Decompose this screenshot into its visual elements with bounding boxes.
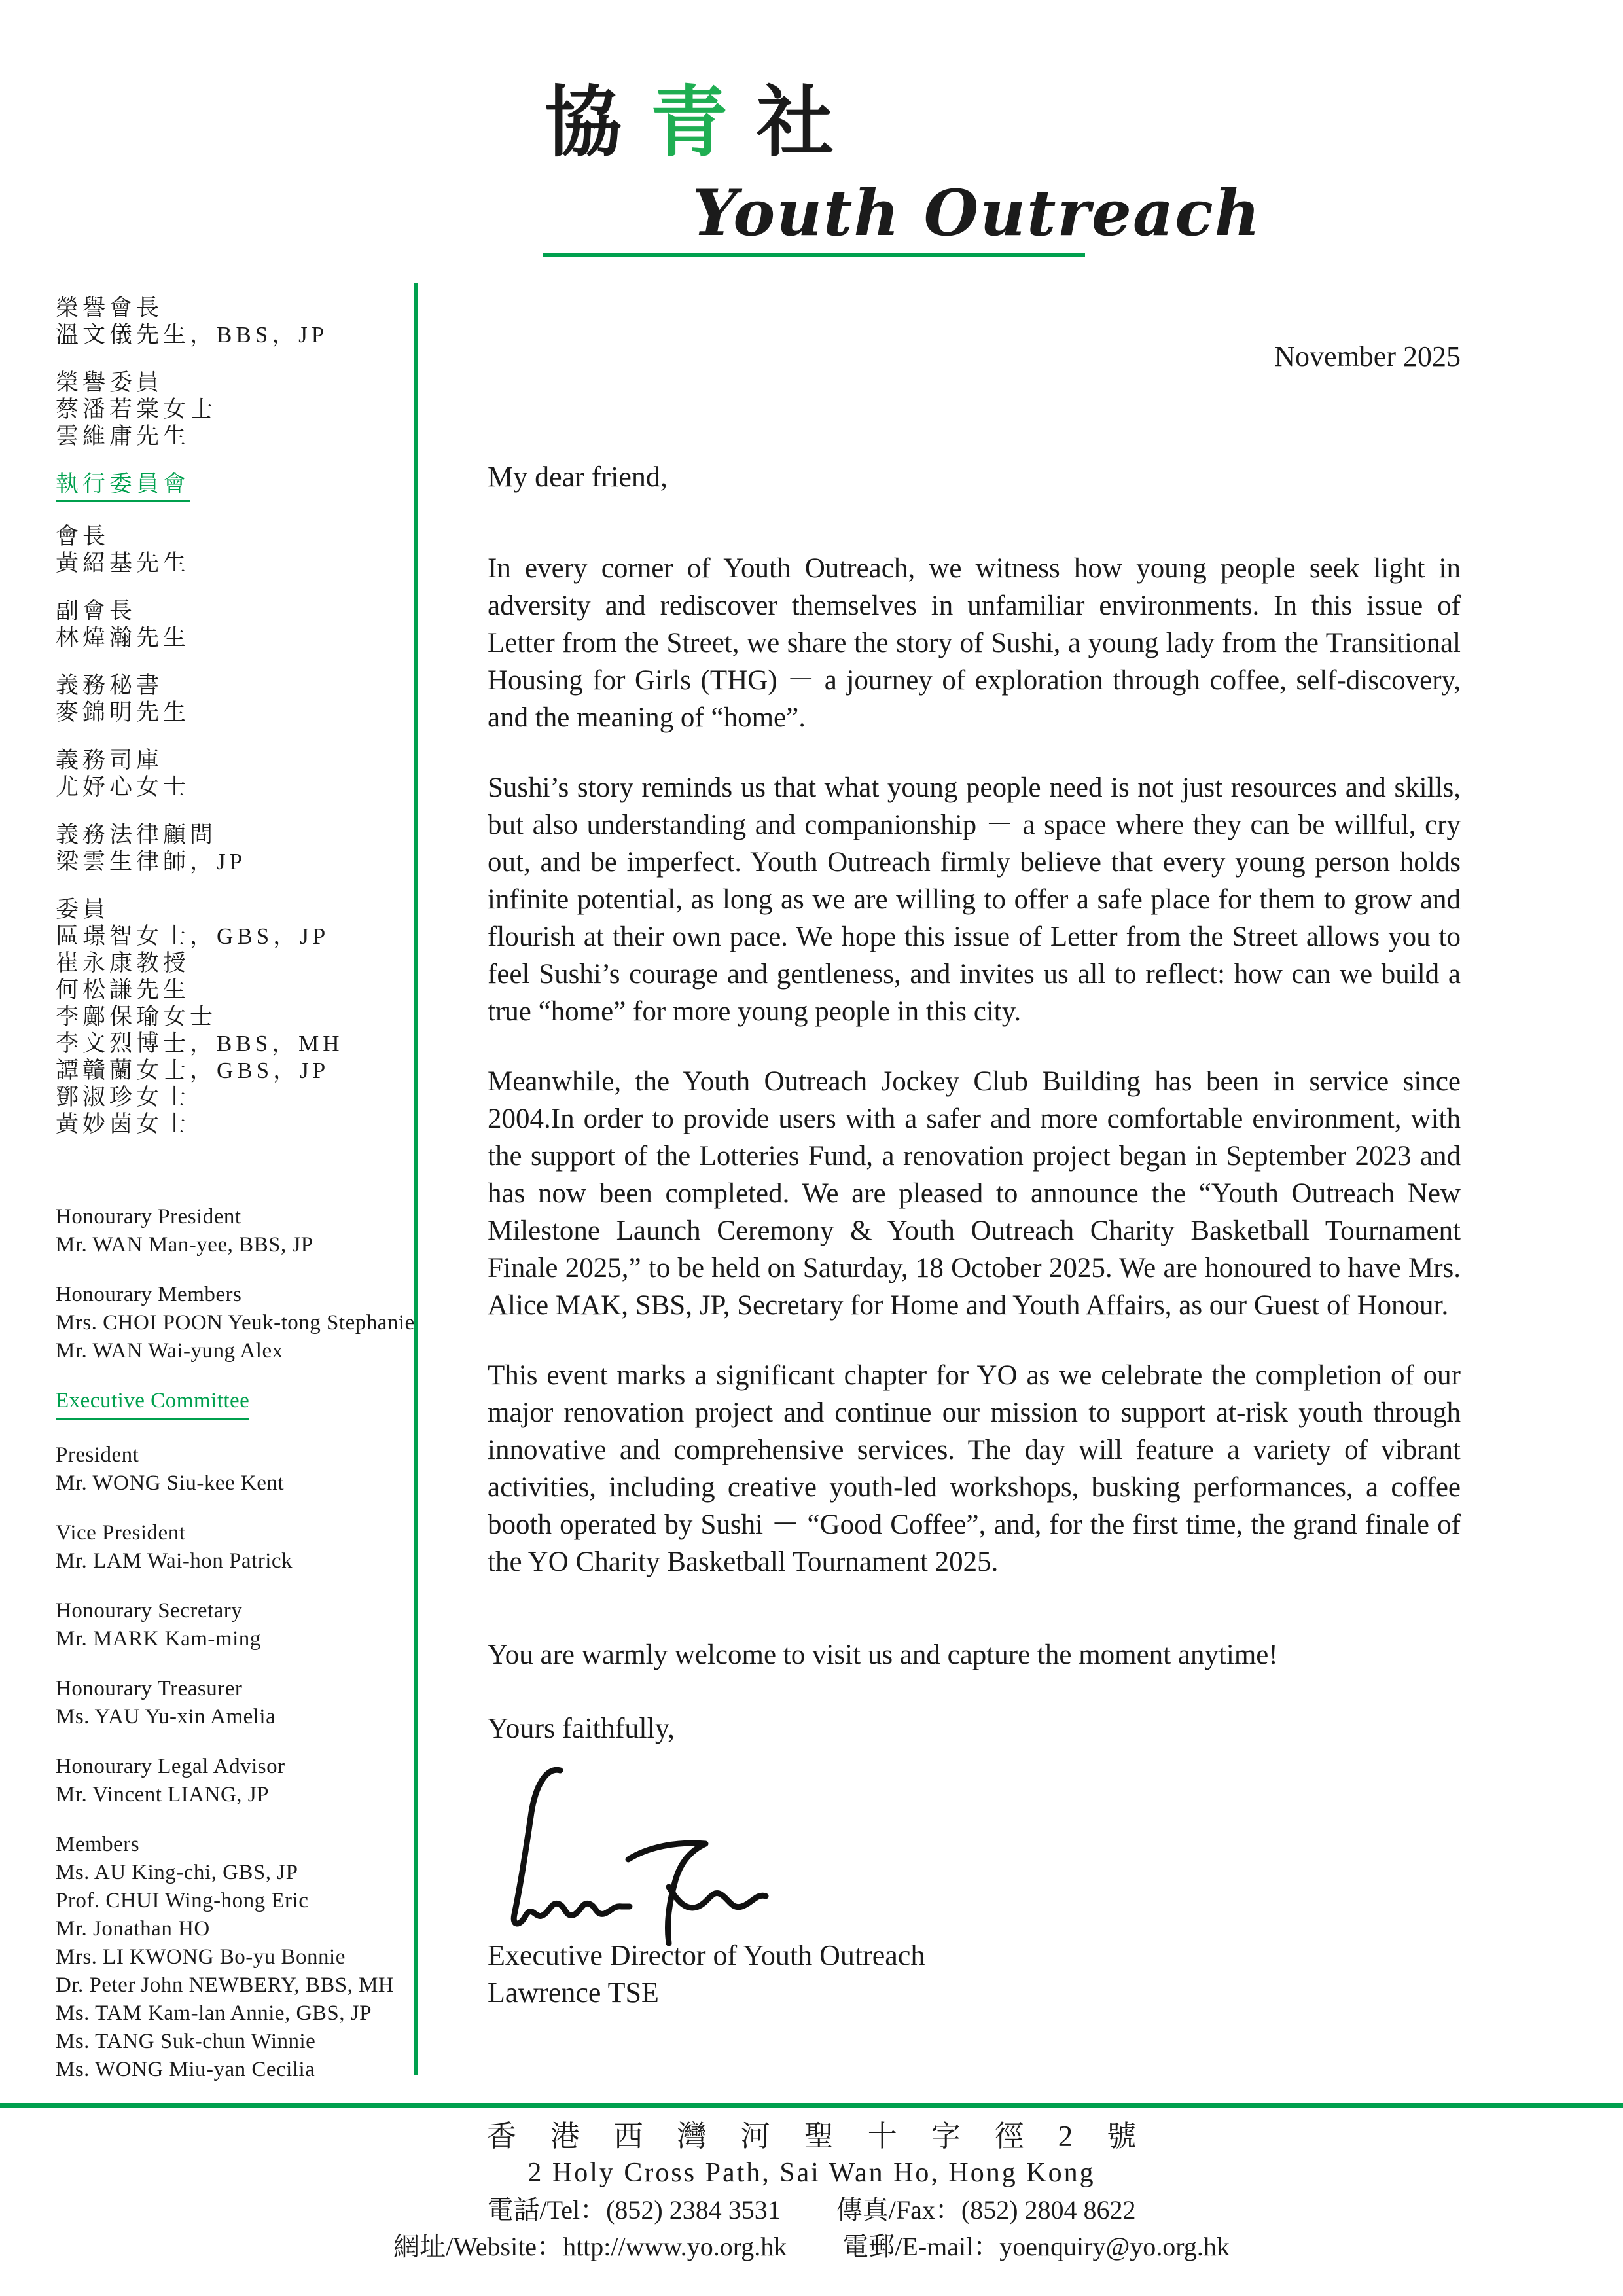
committee-member-name: Mr. WAN Wai-yung Alex <box>56 1339 283 1363</box>
committee-member-name: Ms. WONG Miu-yan Cecilia <box>56 2058 315 2081</box>
committee-member-name: 蔡潘若棠女士 <box>56 397 217 422</box>
footer-address-chinese: 香港西灣河聖十字徑2號 <box>486 2120 1171 2153</box>
committee-member-name: 尤妤心女士 <box>56 774 190 800</box>
committee-member-name: Mr. Jonathan HO <box>56 1917 210 1941</box>
committee-role-title: Honourary Secretary <box>56 1599 243 1623</box>
committee-role-title: Honourary Legal Advisor <box>56 1755 285 1778</box>
footer-tel-value: (852) 2384 3531 <box>606 2195 781 2225</box>
committee-member-name: 溫文儀先生，BBS，JP <box>56 322 329 348</box>
committee-member-name: Mr. LAM Wai-hon Patrick <box>56 1549 293 1573</box>
signer-title: Executive Director of Youth Outreach <box>488 1939 925 1971</box>
committee-list-chinese <box>56 295 422 1138</box>
footer-website <box>393 2232 787 2261</box>
committee-group <box>56 1281 422 1365</box>
committee-role-title: 副會長 <box>56 598 137 624</box>
committee-group <box>56 471 422 502</box>
committee-member-name: 何松謙先生 <box>56 977 190 1003</box>
footer-tel <box>487 2195 780 2225</box>
letter-salutation: My dear friend, <box>488 461 668 493</box>
committee-group <box>56 821 422 875</box>
committee-group <box>56 1519 422 1575</box>
committee-section-heading-green <box>56 1387 422 1420</box>
footer-web-email-line <box>0 2231 1623 2263</box>
committee-role-title: Honourary Members <box>56 1283 242 1306</box>
footer-fax-value: (852) 2804 8622 <box>961 2195 1136 2225</box>
committee-group <box>56 523 422 577</box>
committee-member-name: Mr. MARK Kam-ming <box>56 1627 261 1651</box>
letter-body <box>488 327 1461 2011</box>
letter-paragraph: Meanwhile, the Youth Outreach Jockey Club Building has been in service since 2004.In order to provide users with a safer and more comfortable environment, with the support of the Lotteries Fund, a renovation project began in September 2023 and has now been completed. We are pleased to announce the “Youth Outreach New Milestone Launch Ceremony & Youth Outreach Charity Basketball Tournament Finale 2025,” to be held on Saturday, 18 October 2025. We are honoured to have Mrs. Alice MAK, SBS, JP, Secretary for Home and Youth Affairs, as our Guest of Honour. <box>488 1066 1461 1321</box>
footer-email-value: yoenquiry@yo.org.hk <box>999 2232 1230 2261</box>
committee-member-name: 麥錦明先生 <box>56 700 190 725</box>
logo-char-she: 社 <box>757 81 863 166</box>
committee-member-name: Prof. CHUI Wing-hong Eric <box>56 1889 309 1912</box>
committee-member-name: Ms. TANG Suk-chun Winnie <box>56 2030 316 2053</box>
committee-member-name: 區璟智女士，GBS，JP <box>56 924 330 949</box>
committee-section-heading-green <box>56 471 422 502</box>
committee-role-title: 榮譽會長 <box>56 295 164 321</box>
committee-member-name: Mr. Vincent LIANG, JP <box>56 1783 269 1806</box>
committee-group <box>56 1441 422 1498</box>
logo-chinese-characters <box>544 81 863 166</box>
footer-contact-block <box>0 2119 1623 2263</box>
signature-block <box>488 1747 1461 1937</box>
committee-member-name: 黃紹基先生 <box>56 550 190 576</box>
letter-paragraph: Sushi’s story reminds us that what young people need is not just resources and skills, but also understanding and companionship － a space where they can be willful, cry out, and be imperfect. Youth Outreach firmly believe that every young person holds infinite potential, as long as we are willing to offer a safe place for them to grow and flourish at their own pace. We hope this issue of Letter from the Street allows you to feel Sushi’s courage and gentleness, and invites us all to reflect: how can we build a true “home” for more young people in this city. <box>488 772 1461 1027</box>
committee-member-name: 鄧淑珍女士 <box>56 1085 190 1110</box>
letter-closing: Yours faithfully, <box>488 1712 675 1744</box>
committee-member-name: Ms. TAM Kam-lan Annie, GBS, JP <box>56 2001 372 2025</box>
committee-role-title: 榮譽委員 <box>56 370 164 395</box>
committee-member-name: 李文烈博士，BBS，MH <box>56 1031 344 1056</box>
footer-email-label: 電郵/E-mail： <box>842 2232 1000 2261</box>
committee-group <box>56 1753 422 1809</box>
committee-group <box>56 896 422 1138</box>
committee-member-name: Ms. AU King-chi, GBS, JP <box>56 1861 298 1884</box>
committee-group <box>56 598 422 651</box>
logo-green-underline <box>543 253 1085 257</box>
committee-member-name: Ms. YAU Yu-xin Amelia <box>56 1705 276 1729</box>
committee-role-title: 委員 <box>56 897 110 922</box>
committee-member-name: 譚贛蘭女士，GBS，JP <box>56 1058 330 1083</box>
green-underlined-heading: Executive Committee <box>56 1387 249 1420</box>
footer-website-value: http://www.yo.org.hk <box>563 2232 787 2261</box>
committee-member-name: 黃妙茵女士 <box>56 1111 190 1137</box>
committee-member-name: Mr. WAN Man-yee, BBS, JP <box>56 1233 313 1257</box>
committee-member-name: Dr. Peter John NEWBERY, BBS, MH <box>56 1973 395 1997</box>
youth-outreach-logo <box>543 77 1262 267</box>
committee-group <box>56 1597 422 1653</box>
letter-paragraph: In every corner of Youth Outreach, we witness how young people seek light in adversity and rediscover themselves in unfamiliar environments. In this issue of Letter from the Street, we share the story of Sushi, a young lady from the Transitional Housing for Girls (THG) － a journey of exploration through coffee, self-discovery, and the meaning of “home”. <box>488 553 1461 733</box>
committee-member-name: Mrs. CHOI POON Yeuk-tong Stephanie <box>56 1311 415 1335</box>
footer-tel-label: 電話/Tel： <box>487 2195 607 2225</box>
committee-role-title: 會長 <box>56 524 110 549</box>
footer-email <box>842 2232 1230 2261</box>
footer-green-rule <box>0 2103 1623 2108</box>
committee-group <box>56 369 422 450</box>
letter-paragraphs <box>488 550 1461 1674</box>
letter-paragraph: You are warmly welcome to visit us and capture the moment anytime! <box>488 1640 1278 1670</box>
committee-member-name: Mrs. LI KWONG Bo-yu Bonnie <box>56 1945 346 1969</box>
committee-role-title: 義務法律顧問 <box>56 822 217 848</box>
logo-script-youth-outreach: Youth Outreach <box>692 176 1262 250</box>
committee-role-title: 義務秘書 <box>56 673 164 698</box>
letter-date: November 2025 <box>1274 340 1461 372</box>
committee-member-name: 雲維庸先生 <box>56 423 190 449</box>
committee-member-name: Mr. WONG Siu-kee Kent <box>56 1471 285 1495</box>
committee-role-title: 義務司庫 <box>56 747 164 773</box>
committee-member-name: 林煒瀚先生 <box>56 625 190 651</box>
footer-fax-label: 傳真/Fax： <box>836 2195 961 2225</box>
committee-group <box>56 1675 422 1731</box>
signer-name: Lawrence TSE <box>488 1977 659 2009</box>
committee-member-name: 李鄺保瑜女士 <box>56 1004 217 1030</box>
letter-paragraph: This event marks a significant chapter for YO as we celebrate the completion of our major renovation project and continue our mission to support at-risk youth through innovative and comprehensive services. The day will feature a variety of vibrant activities, including creative youth-led workshops, busking performances, a coffee booth operated by Sushi － “Good Coffee”, and, for the first time, the grand finale of the YO Charity Basketball Tournament 2025. <box>488 1360 1461 1577</box>
committee-role-title: Vice President <box>56 1521 186 1545</box>
committee-group <box>56 1203 422 1259</box>
committee-group <box>56 295 422 348</box>
footer-website-label: 網址/Website： <box>393 2232 563 2261</box>
logo-char-hip: 協 <box>544 81 651 166</box>
committee-member-name: 梁雲生律師，JP <box>56 849 247 874</box>
committee-group <box>56 747 422 800</box>
committee-sidebar <box>56 295 422 2106</box>
footer-phone-fax-line <box>0 2194 1623 2227</box>
committee-group <box>56 672 422 726</box>
footer-fax <box>836 2195 1136 2225</box>
committee-role-title: Honourary Treasurer <box>56 1677 243 1700</box>
committee-list-english <box>56 1203 422 2084</box>
committee-group <box>56 1387 422 1420</box>
handwritten-signature-image <box>497 1752 779 1948</box>
committee-group <box>56 1831 422 2084</box>
footer-address-english: 2 Holy Cross Path, Sai Wan Ho, Hong Kong <box>527 2158 1096 2188</box>
logo-char-ching-green: 青 <box>651 81 757 166</box>
committee-role-title: Members <box>56 1833 140 1856</box>
committee-role-title: Honourary President <box>56 1205 241 1229</box>
green-underlined-heading: 執行委員會 <box>56 471 190 502</box>
committee-role-title: President <box>56 1443 139 1467</box>
committee-member-name: 崔永康教授 <box>56 950 190 976</box>
